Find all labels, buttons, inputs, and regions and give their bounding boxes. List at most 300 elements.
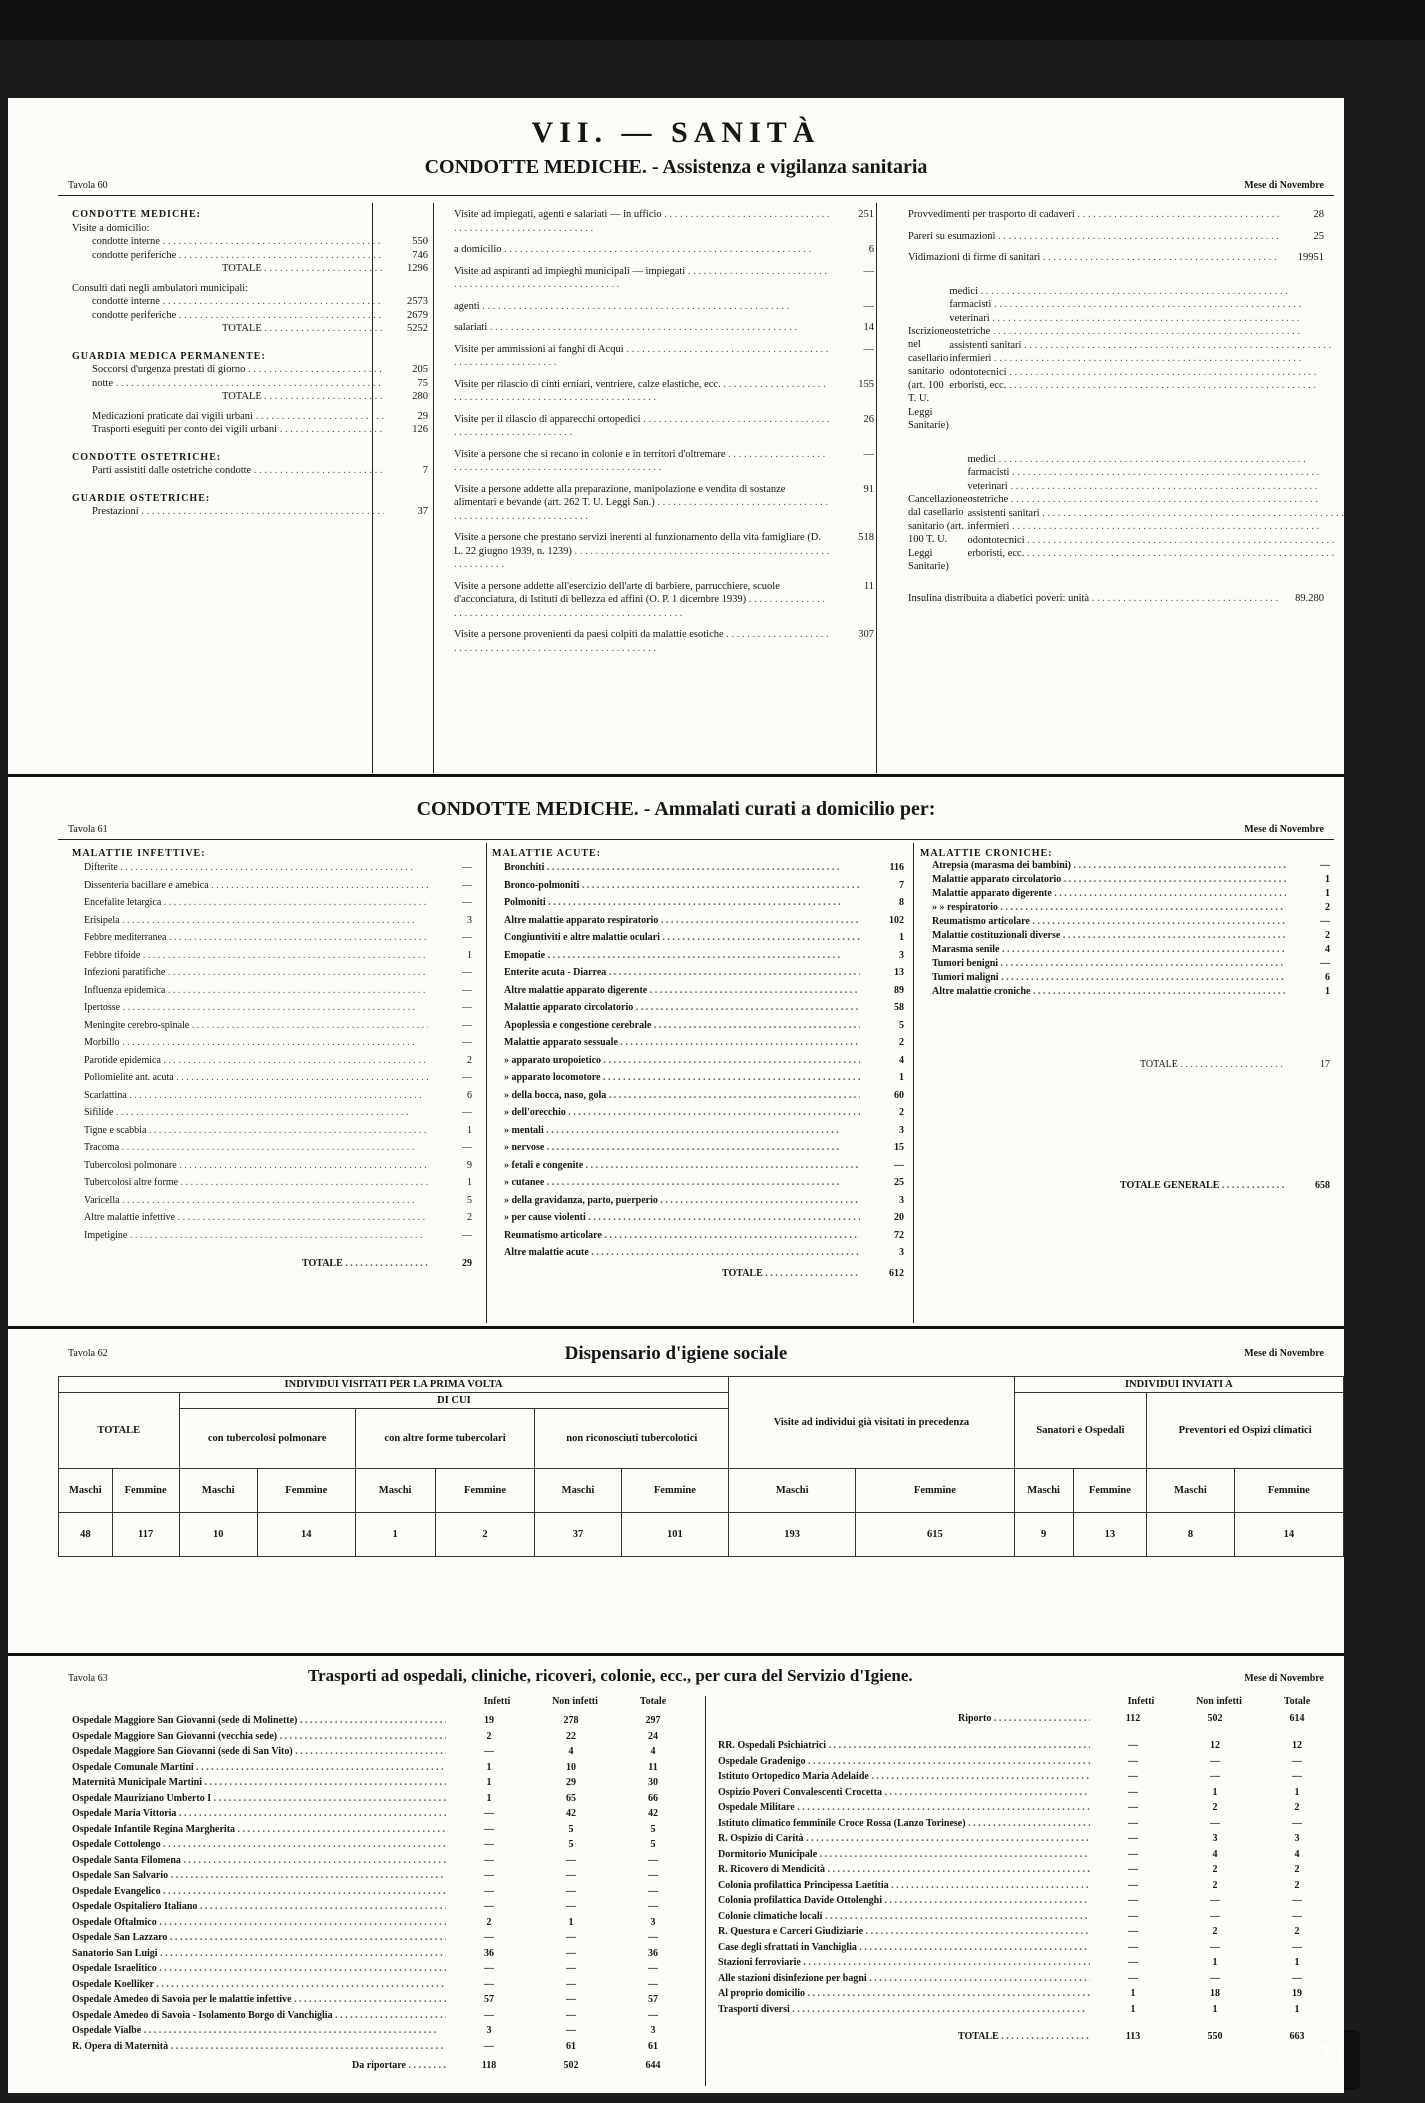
item-label: condotte interne . . . — [92, 295, 384, 309]
item-label: Ospedale Israelitico . . . — [72, 1961, 446, 1977]
table-row — [72, 1744, 692, 1760]
item-label: a domicilio . . . — [454, 243, 830, 257]
list-item — [72, 410, 428, 424]
table-cell: 48 — [59, 1513, 113, 1557]
list-item — [949, 379, 1344, 393]
item-value: — — [1292, 1941, 1302, 1953]
femmine-header: Femmine — [112, 1469, 179, 1513]
total-row — [492, 1268, 904, 1279]
item-value: — — [484, 1901, 494, 1912]
item-value: 72 — [894, 1229, 904, 1241]
item-value: — — [462, 879, 472, 891]
table-cell: 14 — [257, 1513, 355, 1557]
item-label: Ospedale Amedeo di Savoia - Isolamento Borgo di Vanchiglia . . . — [72, 2008, 446, 2024]
item-label: » dell'orecchio . . . — [504, 1104, 860, 1122]
item-value: 25 — [1313, 230, 1324, 242]
item-value: 502 — [1207, 1713, 1223, 1724]
item-label: Visite ad aspiranti ad impieghi municipali — impiegati . . . — [454, 265, 830, 292]
item-label: R. Questura e Carceri Giudiziarie . . . — [718, 1924, 1090, 1940]
item-value: — — [1128, 1972, 1138, 1984]
group-heading: CONDOTTE OSTETRICHE: — [72, 451, 222, 463]
table-row — [72, 1899, 692, 1915]
item-value: 126 — [412, 424, 428, 435]
list-item — [492, 1069, 904, 1087]
item-value: — — [1292, 1771, 1302, 1782]
list-item — [920, 873, 1330, 887]
list-item — [492, 947, 904, 965]
t62-h-con-altre: con altre forme tubercolari — [355, 1409, 535, 1469]
t63-number: Tavola 63 — [68, 1673, 108, 1684]
item-value: 746 — [412, 249, 428, 261]
list-item — [949, 366, 1344, 380]
maschi-header: Maschi — [729, 1469, 856, 1513]
item-label: Ospedale Amedeo di Savoia per le malattie infettive . . . — [72, 1992, 446, 2008]
table-row — [72, 1713, 692, 1729]
item-value: — — [566, 1870, 576, 1881]
item-value: — — [484, 1870, 494, 1881]
item-label: Ospedale Maggiore San Giovanni (sede di Molinette) . . . — [72, 1713, 446, 1729]
table-row — [718, 1940, 1336, 1956]
femmine-header: Femmine — [1234, 1469, 1343, 1513]
item-label: TOTALE . . . — [222, 390, 384, 404]
item-value: 2 — [1212, 1879, 1218, 1891]
item-value: — — [566, 1963, 576, 1974]
item-value: 1 — [467, 1124, 472, 1136]
item-value: — — [462, 932, 472, 943]
month-label: Mese di Novembre — [1244, 180, 1324, 191]
item-label: Reumatismo articolare . . . — [504, 1227, 860, 1245]
list-item — [920, 971, 1330, 985]
item-label: assistenti sanitari . . . — [967, 507, 1344, 521]
item-value: — — [566, 1978, 576, 1990]
item-label: Marasma senile . . . — [932, 943, 1286, 957]
list-item — [492, 999, 904, 1017]
table-cell: 10 — [179, 1513, 257, 1557]
item-value: — — [484, 1932, 494, 1943]
item-value: 1 — [1294, 1957, 1300, 1968]
item-value: 10 — [566, 1761, 576, 1773]
list-item — [72, 249, 428, 263]
item-value: 1 — [467, 1177, 472, 1188]
item-value: 60 — [894, 1089, 904, 1101]
item-value: — — [648, 1901, 658, 1912]
item-value: — — [1128, 1957, 1138, 1968]
item-value: 61 — [566, 2040, 576, 2052]
femmine-header: Femmine — [621, 1469, 729, 1513]
item-value: 25 — [894, 1177, 904, 1188]
list-item — [492, 912, 904, 930]
item-label: Al proprio domicilio . . . — [718, 1986, 1090, 2002]
page-number: 35 — [1318, 2038, 1344, 2067]
item-value: 1 — [1325, 874, 1330, 885]
total-row — [920, 1059, 1330, 1070]
item-label: ostetriche . . . — [967, 493, 1344, 507]
item-value: 8 — [899, 897, 904, 908]
list-item — [72, 377, 428, 391]
item-label: Maternità Municipale Martini . . . — [72, 1775, 446, 1791]
item-value: — — [484, 1978, 494, 1990]
table-cell: 8 — [1147, 1513, 1234, 1557]
list-item — [454, 243, 874, 257]
table-row — [718, 1862, 1336, 1878]
list-item — [949, 312, 1344, 326]
list-item — [72, 912, 472, 930]
item-label: Altre malattie acute . . . — [504, 1244, 860, 1262]
table-cell: 615 — [856, 1513, 1014, 1557]
item-label: R. Opera di Maternità . . . — [72, 2039, 446, 2055]
item-value: 2 — [1212, 1802, 1218, 1813]
list-item — [967, 493, 1344, 507]
item-label: Sifilide . . . — [84, 1104, 428, 1122]
item-value: 3 — [1212, 1833, 1218, 1844]
item-label: TOTALE . . . — [958, 2031, 1090, 2042]
table-row — [718, 1831, 1336, 1847]
t62-h-inviati: INDIVIDUI INVIATI A — [1014, 1377, 1343, 1393]
item-label: farmacisti . . . — [967, 466, 1344, 480]
list-item — [72, 1192, 472, 1210]
item-value: — — [648, 1854, 658, 1866]
table-row — [72, 1868, 692, 1884]
item-value: 57 — [484, 1994, 494, 2005]
table-row — [718, 1738, 1336, 1754]
item-value: — — [566, 1932, 576, 1943]
item-value: 17 — [1320, 1059, 1330, 1070]
item-value: — — [566, 2009, 576, 2021]
item-label: Infezioni paratifiche . . . — [84, 964, 428, 982]
item-value: 57 — [648, 1994, 658, 2005]
item-label: Febbre mediterranea . . . — [84, 929, 428, 947]
item-value: — — [1320, 958, 1330, 969]
item-label: Scarlattina . . . — [84, 1087, 428, 1105]
item-value: 1 — [1294, 1786, 1300, 1798]
item-value: — — [648, 1963, 658, 1974]
item-label: Difterite . . . — [84, 859, 428, 877]
subtitle: CONDOTTE MEDICHE. - Assistenza e vigilanza sanitaria — [424, 156, 928, 178]
table-row — [72, 1806, 692, 1822]
table-cell: 193 — [729, 1513, 856, 1557]
list-item — [492, 1209, 904, 1227]
column-headers — [718, 1696, 1336, 1707]
item-value: — — [1128, 1848, 1138, 1860]
item-label: Tracoma . . . — [84, 1139, 428, 1157]
item-label: » » respiratorio . . . — [932, 901, 1286, 915]
list-item — [454, 208, 874, 235]
list-item — [454, 265, 874, 292]
item-value: — — [484, 1808, 494, 1819]
list-item — [908, 230, 1324, 244]
item-value: 663 — [1289, 2031, 1305, 2042]
item-label: condotte periferiche . . . — [92, 309, 384, 323]
table-row — [72, 2008, 692, 2024]
item-value: 2 — [1294, 1879, 1300, 1891]
item-value: 2 — [1325, 930, 1330, 941]
item-label: » cutanee . . . — [504, 1174, 860, 1192]
item-label: Ipertosse . . . — [84, 999, 428, 1017]
item-label: Visite a persone che prestano servizi inerenti al funzionamento della vita famigliare (D. L. 22 giugno 1939, n. 1239) . . . — [454, 531, 830, 572]
t60-middle-column — [454, 208, 874, 663]
item-value: — — [484, 1746, 494, 1757]
item-label: Encefalite letargica . . . — [84, 894, 428, 912]
item-value: 5 — [568, 1823, 574, 1835]
t62-h-preventori: Preventori ed Ospizi climatici — [1147, 1393, 1344, 1469]
item-label: Altre malattie croniche . . . — [932, 985, 1286, 999]
item-value: 1 — [467, 949, 472, 961]
item-value — [1331, 312, 1344, 326]
item-value: — — [1128, 1755, 1138, 1767]
item-value: 1 — [1130, 2003, 1136, 2015]
item-label: TOTALE GENERALE . . . — [1120, 1180, 1286, 1191]
item-label: condotte periferiche . . . — [92, 249, 384, 263]
group-heading: MALATTIE ACUTE: — [492, 848, 601, 859]
item-label: Istituto climatico femminile Croce Rossa (Lanzo Torinese) . . . — [718, 1816, 1090, 1832]
item-value: 3 — [650, 2025, 656, 2036]
t63-left — [72, 1696, 692, 2071]
item-value: — — [462, 967, 472, 978]
table-row — [718, 2002, 1336, 2018]
item-value — [1331, 339, 1344, 353]
list-item — [72, 295, 428, 309]
item-value: 5 — [899, 1019, 904, 1031]
item-label: condotte interne . . . — [92, 235, 384, 249]
table-row — [72, 1837, 692, 1853]
item-label: R. Ospizio di Carità . . . — [718, 1831, 1090, 1847]
item-value — [1331, 325, 1344, 339]
item-label: » della gravidanza, parto, puerperio . . . — [504, 1192, 860, 1210]
item-value: 19 — [484, 1715, 494, 1726]
item-value: 91 — [863, 483, 874, 495]
item-label: Ospedale Cottolengo . . . — [72, 1837, 446, 1853]
item-label: Atrepsia (marasma dei bambini) . . . — [932, 859, 1286, 873]
list-item — [72, 309, 428, 323]
item-value: 2 — [1294, 1802, 1300, 1813]
t61-title: CONDOTTE MEDICHE. - Ammalati curati a domicilio per: — [416, 798, 936, 820]
item-value: — — [1128, 1833, 1138, 1844]
item-value: — — [894, 1159, 904, 1171]
item-value: — — [1292, 1895, 1302, 1906]
item-value: — — [648, 1885, 658, 1897]
item-value: 11 — [648, 1761, 658, 1773]
item-value: 65 — [566, 1792, 576, 1804]
column-header: Totale — [639, 1696, 667, 1707]
iscrizione-block — [908, 285, 1324, 433]
item-value: 6 — [1325, 972, 1330, 983]
item-label: » della bocca, naso, gola . . . — [504, 1087, 860, 1105]
item-value: 37 — [417, 506, 428, 517]
item-value — [1331, 352, 1344, 366]
item-label: odontotecnici . . . — [949, 366, 1331, 380]
list-item — [920, 957, 1330, 971]
item-value: — — [462, 862, 472, 873]
item-label: medici . . . — [949, 285, 1331, 299]
list-item — [949, 339, 1344, 353]
item-value: 3 — [899, 1194, 904, 1206]
item-value: — — [462, 1019, 472, 1031]
t62-h-gia: Visite ad individui già visitati in precedenza — [729, 1377, 1014, 1469]
list-item — [920, 859, 1330, 873]
list-item — [72, 982, 472, 1000]
item-value: 1296 — [407, 263, 428, 274]
maschi-header: Maschi — [355, 1469, 435, 1513]
list-item — [72, 1209, 472, 1227]
list-item — [949, 298, 1344, 312]
item-value: — — [1210, 1895, 1220, 1906]
table-row — [72, 2039, 692, 2055]
subtotal-row — [72, 2060, 692, 2071]
item-label: Ospedale Comunale Martini . . . — [72, 1760, 446, 1776]
item-value: — — [1128, 1786, 1138, 1798]
list-item — [72, 423, 428, 437]
item-label: Meningite cerebro-spinale . . . — [84, 1017, 428, 1035]
list-item — [454, 413, 874, 440]
item-value: 1 — [486, 1777, 492, 1788]
t62-title: Dispensario d'igiene sociale — [564, 1343, 788, 1364]
column-header: Non infetti — [552, 1696, 598, 1707]
item-label: Colonie climatiche locali . . . — [718, 1909, 1090, 1925]
list-item — [492, 1087, 904, 1105]
item-label: Enterite acuta - Diarrea . . . — [504, 964, 860, 982]
item-value — [1331, 379, 1344, 393]
list-item — [454, 321, 874, 335]
table-row — [72, 1729, 692, 1745]
item-label: Impetigine . . . — [84, 1227, 428, 1245]
item-label: Ospedale Maria Vittoria . . . — [72, 1806, 446, 1822]
table-row — [72, 1977, 692, 1993]
column-headers — [72, 1696, 692, 1707]
item-value: 5 — [568, 1839, 574, 1850]
item-label: Ospedale San Salvario . . . — [72, 1868, 446, 1884]
item-label: salariati . . . — [454, 321, 830, 335]
item-value: 29 — [462, 1258, 472, 1269]
list-item — [492, 929, 904, 947]
item-label: Parotide epidemica . . . — [84, 1052, 428, 1070]
table-row — [718, 1924, 1336, 1940]
list-item — [908, 208, 1324, 222]
item-value: 658 — [1315, 1180, 1330, 1191]
item-label: Altre malattie apparato digerente . . . — [504, 982, 860, 1000]
list-item — [949, 285, 1344, 299]
column-header: Infetti — [1127, 1696, 1155, 1707]
item-value: 2 — [467, 1054, 472, 1066]
item-value: 4 — [650, 1746, 656, 1757]
item-value: 307 — [858, 629, 874, 640]
item-label: Ospedale Santa Filomena . . . — [72, 1853, 446, 1869]
t63-month: Mese di Novembre — [1244, 1673, 1324, 1684]
item-label: TOTALE . . . — [722, 1268, 860, 1279]
item-label: Ospedale Gradenigo . . . — [718, 1754, 1090, 1770]
list-item — [492, 1052, 904, 1070]
table-row — [718, 1769, 1336, 1785]
table-row — [718, 1893, 1336, 1909]
list-item — [72, 1227, 472, 1245]
cancellazione-block — [908, 453, 1324, 574]
item-value: 29 — [417, 410, 428, 422]
item-label: Febbre tifoide . . . — [84, 947, 428, 965]
table-cell: 101 — [621, 1513, 729, 1557]
item-value: 89 — [894, 984, 904, 996]
item-label: » apparato locomotore . . . — [504, 1069, 860, 1087]
list-item — [72, 1122, 472, 1140]
table-row — [718, 1955, 1336, 1971]
list-item — [920, 943, 1330, 957]
list-item — [967, 534, 1344, 548]
t60-right-column — [908, 208, 1324, 605]
item-value: 614 — [1289, 1713, 1305, 1724]
item-value: — — [566, 1994, 576, 2005]
item-label: Ospedale Ospitaliero Italiano . . . — [72, 1899, 446, 1915]
item-value: 2 — [486, 1730, 492, 1742]
item-value: 112 — [1125, 1713, 1141, 1724]
list-item — [967, 547, 1344, 561]
item-value: — — [1210, 1941, 1220, 1953]
item-value: — — [1320, 916, 1330, 927]
table-row — [718, 1971, 1336, 1987]
item-label: Polmoniti . . . — [504, 894, 860, 912]
item-value: — — [462, 1142, 472, 1153]
item-value: 20 — [894, 1212, 904, 1223]
table-cell: 37 — [535, 1513, 621, 1557]
item-value: 12 — [1292, 1740, 1302, 1751]
item-value: 1 — [486, 1792, 492, 1804]
list-item — [72, 929, 472, 947]
list-item — [920, 929, 1330, 943]
item-value: — — [863, 343, 874, 355]
t62-h-sanatori: Sanatori e Ospedali — [1014, 1393, 1147, 1469]
item-value: — — [462, 984, 472, 996]
list-item — [967, 520, 1344, 534]
item-value: 26 — [863, 413, 874, 425]
group-heading: CONDOTTE MEDICHE: — [72, 209, 201, 220]
item-value: 5 — [650, 1839, 656, 1850]
item-label: Visite a persone provenienti da paesi colpiti da malattie esotiche . . . — [454, 628, 830, 655]
item-label: Malattie apparato circolatorio . . . — [504, 999, 860, 1017]
item-value: — — [1210, 1972, 1220, 1984]
item-value: 1 — [899, 1072, 904, 1083]
item-value: 2 — [1294, 1926, 1300, 1937]
table-row — [72, 1915, 692, 1931]
item-value: 4 — [899, 1054, 904, 1066]
item-value: 113 — [1125, 2031, 1141, 2042]
item-value: 61 — [648, 2040, 658, 2052]
item-label: Ospedale Maggiore San Giovanni (sede di San Vito) . . . — [72, 1744, 446, 1760]
list-item — [454, 580, 874, 621]
item-label: » apparato uropoietico . . . — [504, 1052, 860, 1070]
item-label: Tumori maligni . . . — [932, 971, 1286, 985]
item-value: 4 — [1325, 944, 1330, 955]
list-item — [492, 877, 904, 895]
item-value: 2 — [486, 1916, 492, 1928]
table-row — [72, 1992, 692, 2008]
table-row — [718, 1785, 1336, 1801]
list-item — [492, 982, 904, 1000]
item-label: Pareri su esumazioni . . . — [908, 230, 1280, 244]
item-label: farmacisti . . . — [949, 298, 1331, 312]
group-heading: GUARDIE OSTETRICHE: — [72, 492, 211, 504]
list-item — [454, 300, 874, 314]
t60-left-column — [72, 208, 428, 519]
t62-number: Tavola 62 — [68, 1348, 108, 1359]
item-label: Reumatismo articolare . . . — [932, 915, 1286, 929]
list-item — [492, 1122, 904, 1140]
item-label: infermieri . . . — [949, 352, 1331, 366]
item-value: 102 — [889, 914, 904, 926]
item-value: — — [1292, 1755, 1302, 1767]
list-item — [72, 1174, 472, 1192]
item-label: Bronco-polmoniti . . . — [504, 877, 860, 895]
item-value: — — [484, 1885, 494, 1897]
iscrizione-label: Iscrizione nel casellario sanitario (art. 100 T. U. Leggi Sanitarie) — [908, 325, 950, 431]
t61-acute — [492, 848, 904, 1279]
item-value: — — [1210, 1771, 1220, 1782]
